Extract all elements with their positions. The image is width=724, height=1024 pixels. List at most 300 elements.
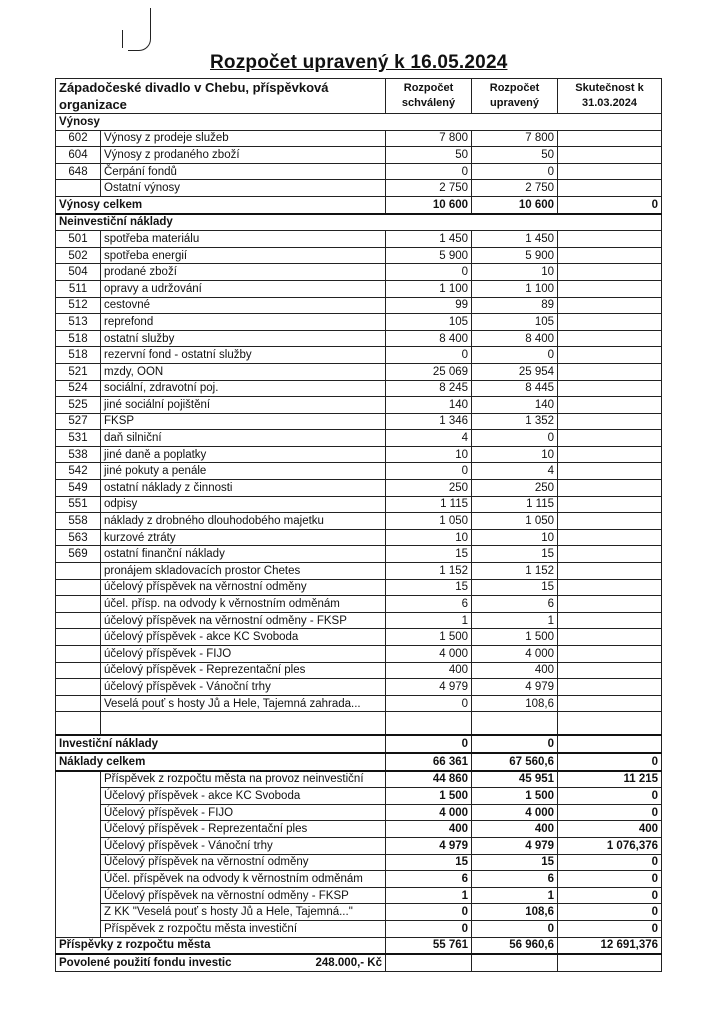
header-approved-budget: Rozpočet schválený bbox=[386, 79, 472, 114]
table-row bbox=[56, 280, 662, 297]
value-v2: 4 bbox=[472, 463, 558, 480]
value-v2: 67 560,6 bbox=[472, 753, 558, 771]
value-v1: 1 500 bbox=[386, 629, 472, 646]
value-v3 bbox=[558, 180, 662, 197]
table-row bbox=[56, 679, 662, 696]
account-code bbox=[56, 646, 101, 663]
value-v2: 1 352 bbox=[472, 413, 558, 430]
table-row bbox=[56, 463, 662, 480]
value-v2: 45 951 bbox=[472, 771, 558, 788]
value-v1: 0 bbox=[386, 735, 472, 753]
value-v3 bbox=[558, 413, 662, 430]
empty-code-cell bbox=[56, 871, 101, 888]
value-v3 bbox=[558, 363, 662, 380]
item-label: FKSP bbox=[101, 413, 386, 430]
value-v1: 55 761 bbox=[386, 937, 472, 954]
table-row bbox=[56, 771, 662, 788]
value-v3 bbox=[558, 679, 662, 696]
value-v3: 0 bbox=[558, 753, 662, 771]
blank-v1 bbox=[386, 712, 472, 736]
blank-v2 bbox=[472, 712, 558, 736]
table-row bbox=[56, 937, 662, 954]
account-code bbox=[56, 579, 101, 596]
contribution-label: Účelový příspěvek - Reprezentační ples bbox=[101, 821, 386, 838]
pen-mark-line bbox=[122, 30, 123, 48]
account-code: 511 bbox=[56, 280, 101, 297]
value-v3: 0 bbox=[558, 904, 662, 921]
table-row bbox=[56, 513, 662, 530]
value-v2: 1 115 bbox=[472, 496, 558, 513]
table-row bbox=[56, 662, 662, 679]
value-v1: 400 bbox=[386, 662, 472, 679]
value-v2: 1 500 bbox=[472, 788, 558, 805]
total-label: Výnosy celkem bbox=[56, 196, 386, 213]
table-row bbox=[56, 231, 662, 248]
item-label: ostatní finanční náklady bbox=[101, 546, 386, 563]
item-label: sociální, zdravotní poj. bbox=[101, 380, 386, 397]
account-code bbox=[56, 695, 101, 712]
table-row bbox=[56, 871, 662, 888]
empty-cell bbox=[472, 954, 558, 971]
contribution-label: Příspěvek z rozpočtu města na provoz neinvestiční bbox=[101, 771, 386, 788]
value-v2: 1 152 bbox=[472, 563, 558, 580]
table-row bbox=[56, 496, 662, 513]
blank-code bbox=[56, 712, 101, 736]
account-code bbox=[56, 563, 101, 580]
contribution-label: Účelový příspěvek na věrnostní odměny bbox=[101, 854, 386, 871]
table-row bbox=[56, 247, 662, 264]
fund-cell bbox=[56, 954, 386, 971]
item-label: spotřeba materiálu bbox=[101, 231, 386, 248]
value-v2: 1 bbox=[472, 887, 558, 904]
account-code bbox=[56, 662, 101, 679]
table-row bbox=[56, 546, 662, 563]
page-title: Rozpočet upravený k 16.05.2024 bbox=[210, 52, 508, 73]
contribution-label: Účelový příspěvek na věrnostní odměny - FKSP bbox=[101, 887, 386, 904]
value-v2: 108,6 bbox=[472, 904, 558, 921]
section-heading: Neinvestiční náklady bbox=[56, 214, 662, 231]
value-v1: 1 bbox=[386, 612, 472, 629]
account-code bbox=[56, 180, 101, 197]
table-row bbox=[56, 837, 662, 854]
value-v1: 0 bbox=[386, 163, 472, 180]
value-v2: 15 bbox=[472, 854, 558, 871]
value-v2: 4 979 bbox=[472, 837, 558, 854]
table-row bbox=[56, 854, 662, 871]
table-row bbox=[56, 397, 662, 414]
value-v1: 1 500 bbox=[386, 788, 472, 805]
empty-code-cell bbox=[56, 920, 101, 937]
item-label: rezervní fond - ostatní služby bbox=[101, 347, 386, 364]
table-row bbox=[56, 264, 662, 281]
table-row bbox=[56, 821, 662, 838]
value-v2: 250 bbox=[472, 480, 558, 497]
account-code bbox=[56, 629, 101, 646]
table-row bbox=[56, 920, 662, 937]
account-code: 504 bbox=[56, 264, 101, 281]
value-v3: 0 bbox=[558, 887, 662, 904]
value-v1: 400 bbox=[386, 821, 472, 838]
value-v3 bbox=[558, 646, 662, 663]
value-v2: 140 bbox=[472, 397, 558, 414]
value-v3: 0 bbox=[558, 920, 662, 937]
value-v2: 6 bbox=[472, 596, 558, 613]
item-label: daň silniční bbox=[101, 430, 386, 447]
account-code: 502 bbox=[56, 247, 101, 264]
value-v3 bbox=[558, 347, 662, 364]
table-row bbox=[56, 180, 662, 197]
value-v3 bbox=[558, 496, 662, 513]
item-label: účelový příspěvek - FIJO bbox=[101, 646, 386, 663]
value-v2: 4 000 bbox=[472, 804, 558, 821]
value-v2: 4 979 bbox=[472, 679, 558, 696]
value-v2: 0 bbox=[472, 430, 558, 447]
item-label: účelový příspěvek - Vánoční trhy bbox=[101, 679, 386, 696]
value-v3 bbox=[558, 596, 662, 613]
account-code: 563 bbox=[56, 529, 101, 546]
value-v3 bbox=[558, 662, 662, 679]
item-label: opravy a udržování bbox=[101, 280, 386, 297]
value-v3 bbox=[558, 163, 662, 180]
empty-code-cell bbox=[56, 854, 101, 871]
account-code: 524 bbox=[56, 380, 101, 397]
empty-code-cell bbox=[56, 904, 101, 921]
table-row bbox=[56, 480, 662, 497]
item-label: cestovné bbox=[101, 297, 386, 314]
value-v3 bbox=[558, 563, 662, 580]
item-label: ostatní náklady z činnosti bbox=[101, 480, 386, 497]
value-v2: 5 900 bbox=[472, 247, 558, 264]
value-v3: 400 bbox=[558, 821, 662, 838]
value-v1: 7 800 bbox=[386, 130, 472, 147]
value-v1: 15 bbox=[386, 854, 472, 871]
value-v3 bbox=[558, 397, 662, 414]
table-row bbox=[56, 147, 662, 164]
value-v1: 0 bbox=[386, 920, 472, 937]
value-v1: 15 bbox=[386, 546, 472, 563]
table-row bbox=[56, 430, 662, 447]
value-v3 bbox=[558, 130, 662, 147]
account-code: 549 bbox=[56, 480, 101, 497]
value-v1: 4 bbox=[386, 430, 472, 447]
table-row bbox=[56, 596, 662, 613]
value-v3 bbox=[558, 314, 662, 331]
value-v3 bbox=[558, 264, 662, 281]
table-row bbox=[56, 380, 662, 397]
account-code bbox=[56, 596, 101, 613]
fund-amount: 248.000,- Kč bbox=[315, 956, 383, 969]
account-code: 531 bbox=[56, 430, 101, 447]
value-v3 bbox=[558, 546, 662, 563]
value-v1: 1 100 bbox=[386, 280, 472, 297]
empty-code-cell bbox=[56, 771, 101, 788]
item-label: pronájem skladovacích prostor Chetes bbox=[101, 563, 386, 580]
table-row bbox=[56, 804, 662, 821]
contribution-label: Účelový příspěvek - akce KC Svoboda bbox=[101, 788, 386, 805]
value-v3 bbox=[558, 612, 662, 629]
account-code: 569 bbox=[56, 546, 101, 563]
total-label: Náklady celkem bbox=[56, 753, 386, 771]
table-row bbox=[56, 529, 662, 546]
item-label: účelový příspěvek na věrnostní odměny bbox=[101, 579, 386, 596]
empty-code-cell bbox=[56, 821, 101, 838]
account-code bbox=[56, 612, 101, 629]
account-code: 551 bbox=[56, 496, 101, 513]
value-v2: 10 bbox=[472, 446, 558, 463]
value-v3: 1 076,376 bbox=[558, 837, 662, 854]
value-v3: 0 bbox=[558, 871, 662, 888]
value-v1: 6 bbox=[386, 596, 472, 613]
value-v1: 0 bbox=[386, 463, 472, 480]
item-label: účelový příspěvek - akce KC Svoboda bbox=[101, 629, 386, 646]
value-v1: 15 bbox=[386, 579, 472, 596]
empty-cell bbox=[386, 954, 472, 971]
empty-code-cell bbox=[56, 788, 101, 805]
account-code: 538 bbox=[56, 446, 101, 463]
budget-table bbox=[55, 78, 662, 972]
value-v3 bbox=[558, 280, 662, 297]
table-row bbox=[56, 563, 662, 580]
account-code: 558 bbox=[56, 513, 101, 530]
account-code: 648 bbox=[56, 163, 101, 180]
value-v2: 8 445 bbox=[472, 380, 558, 397]
table-row bbox=[56, 579, 662, 596]
value-v1: 4 000 bbox=[386, 646, 472, 663]
blank-label bbox=[101, 712, 386, 736]
value-v3 bbox=[558, 513, 662, 530]
value-v3: 12 691,376 bbox=[558, 937, 662, 954]
contribution-label: Účelový příspěvek - FIJO bbox=[101, 804, 386, 821]
header-adjusted-budget: Rozpočet upravený bbox=[472, 79, 558, 114]
value-v3: 0 bbox=[558, 854, 662, 871]
table-row bbox=[56, 214, 662, 231]
value-v3 bbox=[558, 695, 662, 712]
value-v2: 15 bbox=[472, 579, 558, 596]
value-v1: 0 bbox=[386, 264, 472, 281]
table-row bbox=[56, 446, 662, 463]
account-code: 542 bbox=[56, 463, 101, 480]
total-label: Příspěvky z rozpočtu města bbox=[56, 937, 386, 954]
table-row bbox=[56, 629, 662, 646]
value-v2: 108,6 bbox=[472, 695, 558, 712]
item-label: prodané zboží bbox=[101, 264, 386, 281]
value-v1: 4 979 bbox=[386, 679, 472, 696]
value-v2: 0 bbox=[472, 735, 558, 753]
value-v3 bbox=[558, 430, 662, 447]
item-label: spotřeba energií bbox=[101, 247, 386, 264]
value-v1: 4 000 bbox=[386, 804, 472, 821]
item-label: jiné sociální pojištění bbox=[101, 397, 386, 414]
value-v1: 25 069 bbox=[386, 363, 472, 380]
table-row bbox=[56, 196, 662, 213]
value-v2: 7 800 bbox=[472, 130, 558, 147]
value-v2: 50 bbox=[472, 147, 558, 164]
account-code: 527 bbox=[56, 413, 101, 430]
item-label: jiné daně a poplatky bbox=[101, 446, 386, 463]
item-label: Čerpání fondů bbox=[101, 163, 386, 180]
item-label: kurzové ztráty bbox=[101, 529, 386, 546]
organization-name: Západočeské divadlo v Chebu, příspěvková organizace bbox=[56, 79, 386, 114]
value-v1: 1 450 bbox=[386, 231, 472, 248]
value-v3 bbox=[558, 297, 662, 314]
item-label: účel. přísp. na odvody k věrnostním odměnám bbox=[101, 596, 386, 613]
table-row bbox=[56, 163, 662, 180]
contribution-label: Příspěvek z rozpočtu města investiční bbox=[101, 920, 386, 937]
value-v2: 2 750 bbox=[472, 180, 558, 197]
contribution-label: Z KK "Veselá pouť s hosty Jů a Hele, Tajemná..." bbox=[101, 904, 386, 921]
account-code: 512 bbox=[56, 297, 101, 314]
value-v3: 0 bbox=[558, 804, 662, 821]
total-label: Investiční náklady bbox=[56, 735, 386, 753]
value-v3 bbox=[558, 529, 662, 546]
table-row bbox=[56, 363, 662, 380]
value-v3 bbox=[558, 247, 662, 264]
value-v2: 0 bbox=[472, 920, 558, 937]
value-v2: 4 000 bbox=[472, 646, 558, 663]
table-row bbox=[56, 114, 662, 131]
value-v2: 1 500 bbox=[472, 629, 558, 646]
table-row bbox=[56, 646, 662, 663]
value-v1: 1 115 bbox=[386, 496, 472, 513]
item-label: Veselá pouť s hosty Jů a Hele, Tajemná zahrada... bbox=[101, 695, 386, 712]
value-v2: 1 bbox=[472, 612, 558, 629]
table-row bbox=[56, 735, 662, 753]
table-row bbox=[56, 347, 662, 364]
blank-v3 bbox=[558, 712, 662, 736]
item-label: účelový příspěvek na věrnostní odměny - FKSP bbox=[101, 612, 386, 629]
value-v1: 1 152 bbox=[386, 563, 472, 580]
value-v1: 1 bbox=[386, 887, 472, 904]
pen-mark bbox=[128, 8, 151, 51]
value-v2: 15 bbox=[472, 546, 558, 563]
value-v3: 11 215 bbox=[558, 771, 662, 788]
value-v3 bbox=[558, 735, 662, 753]
value-v1: 250 bbox=[386, 480, 472, 497]
value-v1: 5 900 bbox=[386, 247, 472, 264]
table-row bbox=[56, 887, 662, 904]
empty-code-cell bbox=[56, 804, 101, 821]
account-code: 518 bbox=[56, 347, 101, 364]
empty-code-cell bbox=[56, 837, 101, 854]
value-v2: 6 bbox=[472, 871, 558, 888]
value-v1: 4 979 bbox=[386, 837, 472, 854]
table-row bbox=[56, 954, 662, 971]
value-v1: 10 bbox=[386, 529, 472, 546]
contribution-label: Účelový příspěvek - Vánoční trhy bbox=[101, 837, 386, 854]
table-row bbox=[56, 753, 662, 771]
value-v2: 105 bbox=[472, 314, 558, 331]
value-v1: 1 050 bbox=[386, 513, 472, 530]
table-row bbox=[56, 695, 662, 712]
account-code: 525 bbox=[56, 397, 101, 414]
value-v3 bbox=[558, 231, 662, 248]
table-row bbox=[56, 330, 662, 347]
value-v2: 56 960,6 bbox=[472, 937, 558, 954]
table-row bbox=[56, 413, 662, 430]
item-label: účelový příspěvek - Reprezentační ples bbox=[101, 662, 386, 679]
value-v3 bbox=[558, 330, 662, 347]
fund-label: Povolené použití fondu investic bbox=[59, 956, 232, 969]
value-v1: 8 245 bbox=[386, 380, 472, 397]
table-row bbox=[56, 314, 662, 331]
account-code: 521 bbox=[56, 363, 101, 380]
section-heading: Výnosy bbox=[56, 114, 662, 131]
value-v2: 10 bbox=[472, 264, 558, 281]
value-v1: 66 361 bbox=[386, 753, 472, 771]
header-actual: Skutečnost k 31.03.2024 bbox=[558, 79, 662, 114]
item-label: odpisy bbox=[101, 496, 386, 513]
item-label: jiné pokuty a penále bbox=[101, 463, 386, 480]
value-v3 bbox=[558, 629, 662, 646]
value-v1: 105 bbox=[386, 314, 472, 331]
value-v1: 10 bbox=[386, 446, 472, 463]
account-code bbox=[56, 679, 101, 696]
value-v3 bbox=[558, 147, 662, 164]
contribution-label: Účel. příspěvek na odvody k věrnostním odměnám bbox=[101, 871, 386, 888]
item-label: reprefond bbox=[101, 314, 386, 331]
value-v3: 0 bbox=[558, 196, 662, 213]
account-code: 518 bbox=[56, 330, 101, 347]
empty-code-cell bbox=[56, 887, 101, 904]
item-label: mzdy, OON bbox=[101, 363, 386, 380]
item-label: ostatní služby bbox=[101, 330, 386, 347]
value-v1: 44 860 bbox=[386, 771, 472, 788]
table-row bbox=[56, 904, 662, 921]
value-v2: 25 954 bbox=[472, 363, 558, 380]
item-label: Výnosy z prodeje služeb bbox=[101, 130, 386, 147]
table-row bbox=[56, 788, 662, 805]
account-code: 602 bbox=[56, 130, 101, 147]
value-v2: 8 400 bbox=[472, 330, 558, 347]
value-v2: 89 bbox=[472, 297, 558, 314]
item-label: Ostatní výnosy bbox=[101, 180, 386, 197]
value-v1: 140 bbox=[386, 397, 472, 414]
value-v3 bbox=[558, 579, 662, 596]
account-code: 604 bbox=[56, 147, 101, 164]
value-v1: 0 bbox=[386, 347, 472, 364]
value-v2: 1 100 bbox=[472, 280, 558, 297]
value-v1: 8 400 bbox=[386, 330, 472, 347]
value-v1: 2 750 bbox=[386, 180, 472, 197]
value-v2: 1 050 bbox=[472, 513, 558, 530]
value-v2: 0 bbox=[472, 347, 558, 364]
value-v1: 0 bbox=[386, 695, 472, 712]
item-label: Výnosy z prodaného zboží bbox=[101, 147, 386, 164]
empty-cell bbox=[558, 954, 662, 971]
value-v3 bbox=[558, 380, 662, 397]
value-v3: 0 bbox=[558, 788, 662, 805]
value-v1: 1 346 bbox=[386, 413, 472, 430]
table-row bbox=[56, 612, 662, 629]
value-v2: 400 bbox=[472, 821, 558, 838]
value-v2: 0 bbox=[472, 163, 558, 180]
value-v1: 10 600 bbox=[386, 196, 472, 213]
table-row bbox=[56, 130, 662, 147]
value-v1: 0 bbox=[386, 904, 472, 921]
table-row bbox=[56, 712, 662, 736]
item-label: náklady z drobného dlouhodobého majetku bbox=[101, 513, 386, 530]
table-header-row bbox=[56, 79, 662, 114]
value-v1: 6 bbox=[386, 871, 472, 888]
value-v1: 99 bbox=[386, 297, 472, 314]
table-row bbox=[56, 297, 662, 314]
value-v3 bbox=[558, 463, 662, 480]
value-v3 bbox=[558, 446, 662, 463]
account-code: 501 bbox=[56, 231, 101, 248]
value-v2: 10 600 bbox=[472, 196, 558, 213]
value-v2: 1 450 bbox=[472, 231, 558, 248]
value-v2: 400 bbox=[472, 662, 558, 679]
